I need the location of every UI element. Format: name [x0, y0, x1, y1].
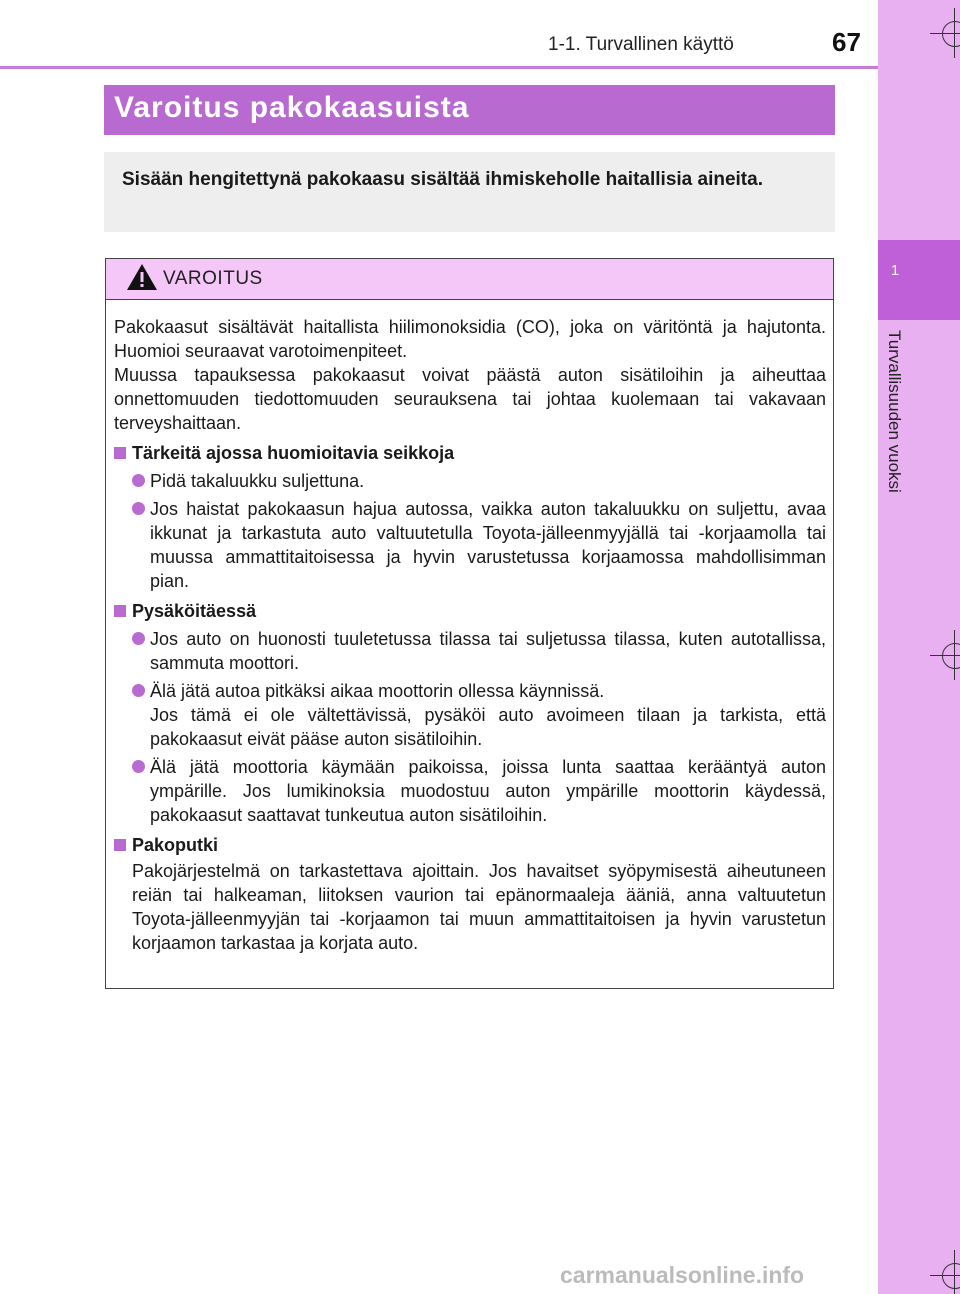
page-title: Varoitus pakokaasuista: [114, 91, 470, 124]
intro-box: [104, 152, 835, 232]
warning-header: [106, 259, 833, 300]
crop-mark-top: [930, 8, 960, 58]
crop-mark-bottom: [930, 1250, 960, 1294]
running-header-section: 1-1. Turvallinen käyttö: [548, 34, 734, 55]
warning-paragraph: Muussa tapauksessa pakokaasut voivat päästä auton sisätiloihin ja aiheuttaa onnettomuuden tiedottomuuden seurauksena tai johtaa kuolemaan tai vakavaan terveyshaittaan.: [114, 365, 826, 433]
chapter-label: Turvallisuuden vuoksi: [885, 330, 904, 493]
circle-bullet-icon: [132, 632, 145, 645]
chapter-side-tab-active: [878, 240, 960, 320]
square-bullet-icon: [114, 839, 126, 851]
warning-label: VAROITUS: [163, 268, 263, 289]
circle-bullet-icon: [132, 684, 145, 697]
list-item: Jos haistat pakokaasun hajua autossa, vaikka auton takaluukku on suljettu, avaa ikkunat ja tarkastuta auto valtuutetulla Toyota-jälleenmyyjällä tai -korjaamolla tai muussa ammattitaitoisessa ja hyvin varustetussa korjaamossa mahdollisimman pian.: [114, 497, 826, 593]
square-bullet-icon: [114, 605, 126, 617]
chapter-number: 1: [890, 262, 900, 279]
square-bullet-icon: [114, 447, 126, 459]
title-bar: [104, 85, 835, 135]
crop-mark-middle: [930, 630, 960, 680]
section-heading: Tärkeitä ajossa huomioitavia seikkoja: [114, 441, 826, 465]
intro-text: Sisään hengitettynä pakokaasu sisältää ihmiskeholle haitallisia aineita.: [122, 169, 763, 190]
warning-box: [105, 258, 834, 989]
section-text: Pakojärjestelmä on tarkastettava ajoittain. Jos havaitset syöpymisestä aiheutuneen reiän tai halkeaman, liitoksen vaurion tai epänormaaleja ääniä, anna valtuutetun Toyota-jälleenmyyjän tai -korjaamon tai muun ammattitaitoisen ja hyvin varustetun korjaamon tarkastaa ja korjata auto.: [132, 861, 826, 953]
warning-paragraph: Pakokaasut sisältävät haitallista hiilimonoksidia (CO), joka on väritöntä ja hajutonta. Huomioi seuraavat varotoimenpiteet.: [114, 317, 826, 361]
list-item: Älä jätä moottoria käymään paikoissa, joissa lunta saattaa kerääntyä auton ympärille. Jos lumikinoksia muodostuu auton ympärille moottorin käydessä, pakokaasut saattavat tunkeutua auton sisätiloihin.: [114, 755, 826, 827]
warning-body: [114, 315, 826, 955]
list-item-note: Jos tämä ei ole vältettävissä, pysäköi auto avoimeen tilaan ja tarkista, että pakokaasut eivät pääse auton sisätiloihin.: [150, 705, 826, 749]
list-item: Jos auto on huonosti tuuletetussa tilassa tai suljetussa tilassa, kuten autotallissa, sammuta moottori.: [114, 627, 826, 675]
warning-triangle-icon: [126, 262, 158, 297]
circle-bullet-icon: [132, 474, 145, 487]
circle-bullet-icon: [132, 760, 145, 773]
section-heading: Pakoputki: [114, 833, 826, 857]
list-item: Älä jätä autoa pitkäksi aikaa moottorin ollessa käynnissä. Jos tämä ei ole vältettävissä, pysäköi auto avoimeen tilaan ja tarkista, että pakokaasut eivät pääse auton sisätiloihin.: [114, 679, 826, 751]
page-number: 67: [832, 27, 861, 57]
section-heading: Pysäköitäessä: [114, 599, 826, 623]
list-item: Pidä takaluukku suljettuna.: [114, 469, 826, 493]
watermark: carmanualsonline.info: [560, 1262, 805, 1288]
circle-bullet-icon: [132, 502, 145, 515]
header-rule: [0, 66, 878, 69]
